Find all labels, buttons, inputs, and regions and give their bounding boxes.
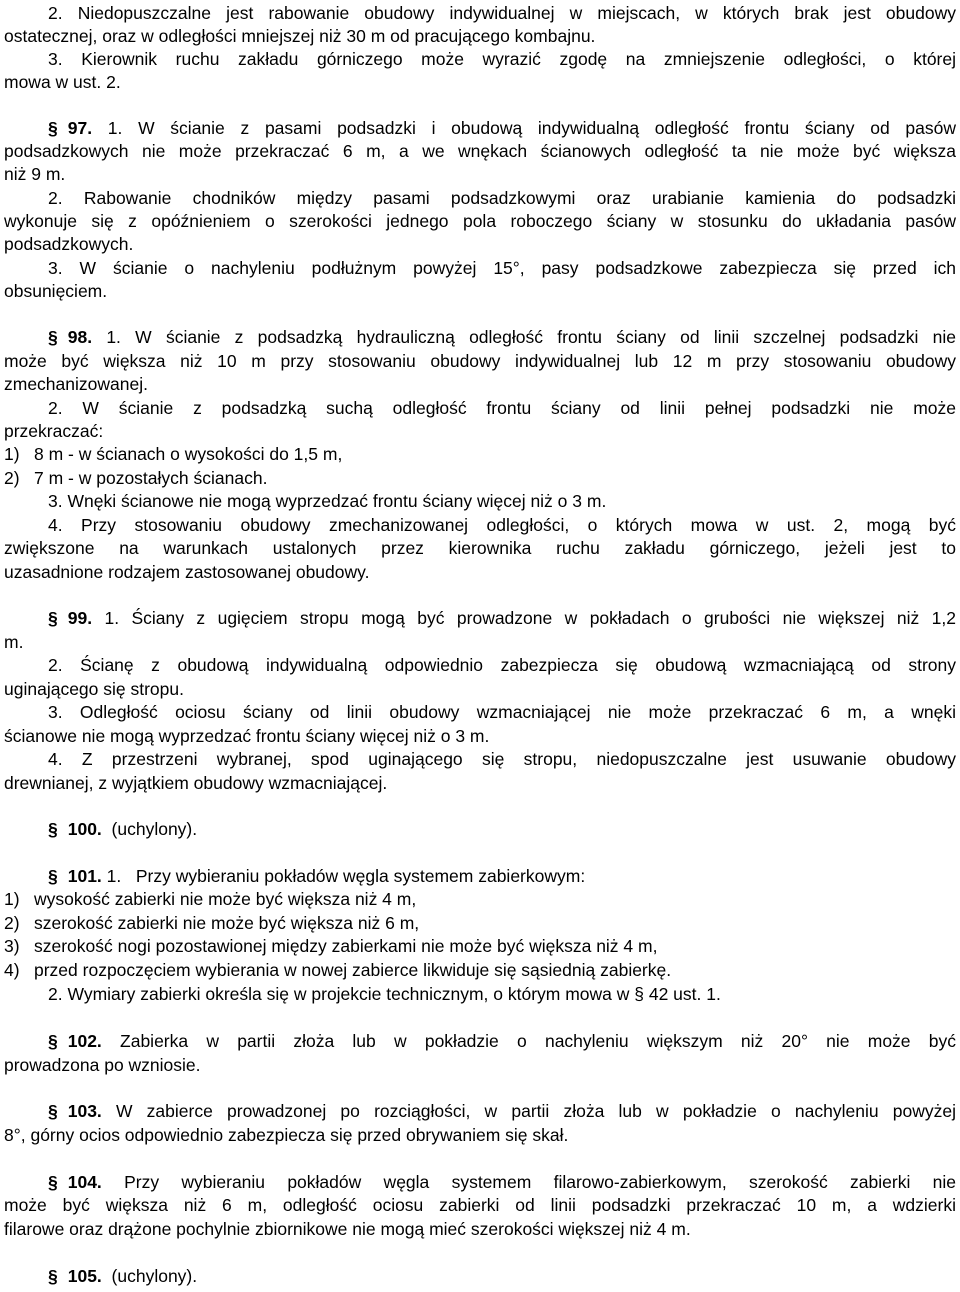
section-101 [48,865,956,889]
list-item [4,467,956,491]
para-text: wykonuje się z opóźnieniem o szerokości jednego pola roboczego ściany w stosunku do układania pasów [4,211,956,231]
para-text: zmechanizowanej. [4,374,148,394]
para-text: (uchylony). [111,1266,198,1286]
para-text: 4. Przy stosowaniu obudowy zmechanizowanej odległości, o których mowa w ust. 2, mogą być [48,515,956,535]
section-symbol: § [48,1101,58,1121]
list-item [4,443,956,467]
section-symbol: § [48,1031,58,1051]
para-text: obsunięciem. [4,281,108,301]
para-text: 2. W ścianie z podsadzką suchą odległość frontu ściany od linii pełnej podsadzki nie może [48,398,956,418]
list-item-text: 8 m - w ścianach o wysokości do 1,5 m, [34,444,343,464]
section-number: 100. [67,819,102,839]
list-item-number: 4) [4,960,20,980]
section-number: 102. [67,1031,102,1051]
list-item-number: 1) [4,444,20,464]
section-number: 99. [67,608,93,628]
para-text: 2. Rabowanie chodników między pasami podsadzkowymi oraz urabianie kamienia do podsadzki [48,188,956,208]
para-text: 4. Z przestrzeni wybranej, spod uginającego się stropu, niedopuszczalne jest usuwanie obudowy [48,749,956,769]
para-text: 1. W ścianie z pasami podsadzki i obudową indywidualną odległość frontu ściany od pasów [107,118,956,138]
para-text: 8°, górny ocios odpowiednio zabezpiecza się przed obrywaniem się skał. [4,1125,569,1145]
para-text: 1. Ściany z ugięciem stropu mogą być prowadzone w pokładach o grubości nie większej niż 1,2 [104,608,956,628]
para-text: Przy wybieraniu pokładów węgla systemem filarowo-zabierkowym, szerokość zabierki nie [124,1172,956,1192]
para-text: niż 9 m. [4,164,66,184]
list-item [4,888,956,912]
para-text: ostatecznej, oraz w odległości mniejszej niż 30 m od pracującego kombajnu. [4,26,596,46]
section-99 [48,607,956,631]
para-text: 2. Wymiary zabierki określa się w projekcie technicznym, o którym mowa w § 42 ust. 1. [48,984,721,1004]
para-text: 1. Przy wybieraniu pokładów węgla systemem zabierkowym: [106,866,586,886]
section-98 [48,326,956,350]
section-103 [48,1100,956,1124]
section-number: 97. [67,118,93,138]
para-text: zwiększone na warunkach ustalonych przez kierownika ruchu zakładu górniczego, jeżeli jest to [4,538,956,558]
list-item-number: 2) [4,913,20,933]
list-item-number: 3) [4,936,20,956]
list-item-text: szerokość nogi pozostawionej między zabierkami nie może być większa niż 4 m, [34,936,658,956]
para-text: 2. Niedopuszczalne jest rabowanie obudowy indywidualnej w miejscach, w których brak jest obudowy [48,3,956,23]
para-text: W zabierce prowadzonej po rozciągłości, w partii złoża lub w pokładzie o nachyleniu powyżej [115,1101,956,1121]
list-item-number: 1) [4,889,20,909]
para-text: mowa w ust. 2. [4,72,121,92]
para-text: m. [4,632,24,652]
para-text: drewnianej, z wyjątkiem obudowy wzmacniającej. [4,773,388,793]
para-text: ścianowe nie mogą wyprzedzać frontu ściany więcej niż o 3 m. [4,726,490,746]
section-105 [48,1265,956,1289]
section-100 [48,818,956,842]
para-text: uzasadnione rodzajem zastosowanej obudowy. [4,562,370,582]
para-text: prowadzona po wzniosie. [4,1055,201,1075]
list-item-text: przed rozpoczęciem wybierania w nowej zabierce likwiduje się sąsiednią zabierkę. [34,960,672,980]
para-text: Zabierka w partii złoża lub w pokładzie o nachyleniu większym niż 20° nie może być [120,1031,956,1051]
para-text: przekraczać: [4,421,104,441]
list-item [4,959,956,983]
section-102 [48,1030,956,1054]
list-item-text: 7 m - w pozostałych ścianach. [34,468,268,488]
section-104 [48,1171,956,1195]
para-text: 3. W ścianie o nachyleniu podłużnym powyżej 15°, pasy podsadzkowe zabezpiecza się przed ich [48,258,956,278]
para-text: filarowe oraz drążone pochylnie zbiornikowe nie mogą mieć szerokości większej niż 4 m. [4,1219,691,1239]
para-text: 3. Wnęki ścianowe nie mogą wyprzedzać frontu ściany więcej niż o 3 m. [48,491,607,511]
list-item [4,935,956,959]
section-symbol: § [48,819,58,839]
section-symbol: § [48,118,58,138]
para-text: (uchylony). [111,819,198,839]
para-text: podsadzkowych nie może przekraczać 6 m, a we wnękach ścianowych odległość ta nie może być większa [4,141,956,161]
section-symbol: § [48,866,58,886]
para-text: 3. Odległość ociosu ściany od linii obudowy wzmacniającej nie może przekraczać 6 m, a wnęki [48,702,956,722]
list-item-text: szerokość zabierki nie może być większa niż 6 m, [34,913,420,933]
section-number: 101. [67,866,102,886]
para-text: może być większa niż 10 m przy stosowaniu obudowy indywidualnej lub 12 m przy stosowaniu obudowy [4,351,956,371]
section-symbol: § [48,608,58,628]
section-number: 98. [67,327,93,347]
section-symbol: § [48,327,58,347]
para-text: 1. W ścianie z podsadzką hydrauliczną odległość frontu ściany od linii szczelnej podsadzki nie [106,327,957,347]
list-item-number: 2) [4,468,20,488]
section-number: 105. [67,1266,102,1286]
section-number: 103. [67,1101,102,1121]
para-text: może być większa niż 6 m, odległość ociosu zabierki od linii podsadzki przekraczać 10 m, a wdzierki [4,1195,956,1215]
list-item-text: wysokość zabierki nie może być większa niż 4 m, [34,889,417,909]
section-number: 104. [67,1172,102,1192]
section-symbol: § [48,1266,58,1286]
list-item [4,912,956,936]
para-text: 2. Ścianę z obudową indywidualną odpowiednio zabezpiecza się obudową wzmacniającą od strony [48,655,956,675]
para-text: uginającego się stropu. [4,679,184,699]
para-text: podsadzkowych. [4,234,134,254]
section-97 [48,117,956,141]
para-text: 3. Kierownik ruchu zakładu górniczego może wyrazić zgodę na zmniejszenie odległości, o której [48,49,956,69]
section-symbol: § [48,1172,58,1192]
